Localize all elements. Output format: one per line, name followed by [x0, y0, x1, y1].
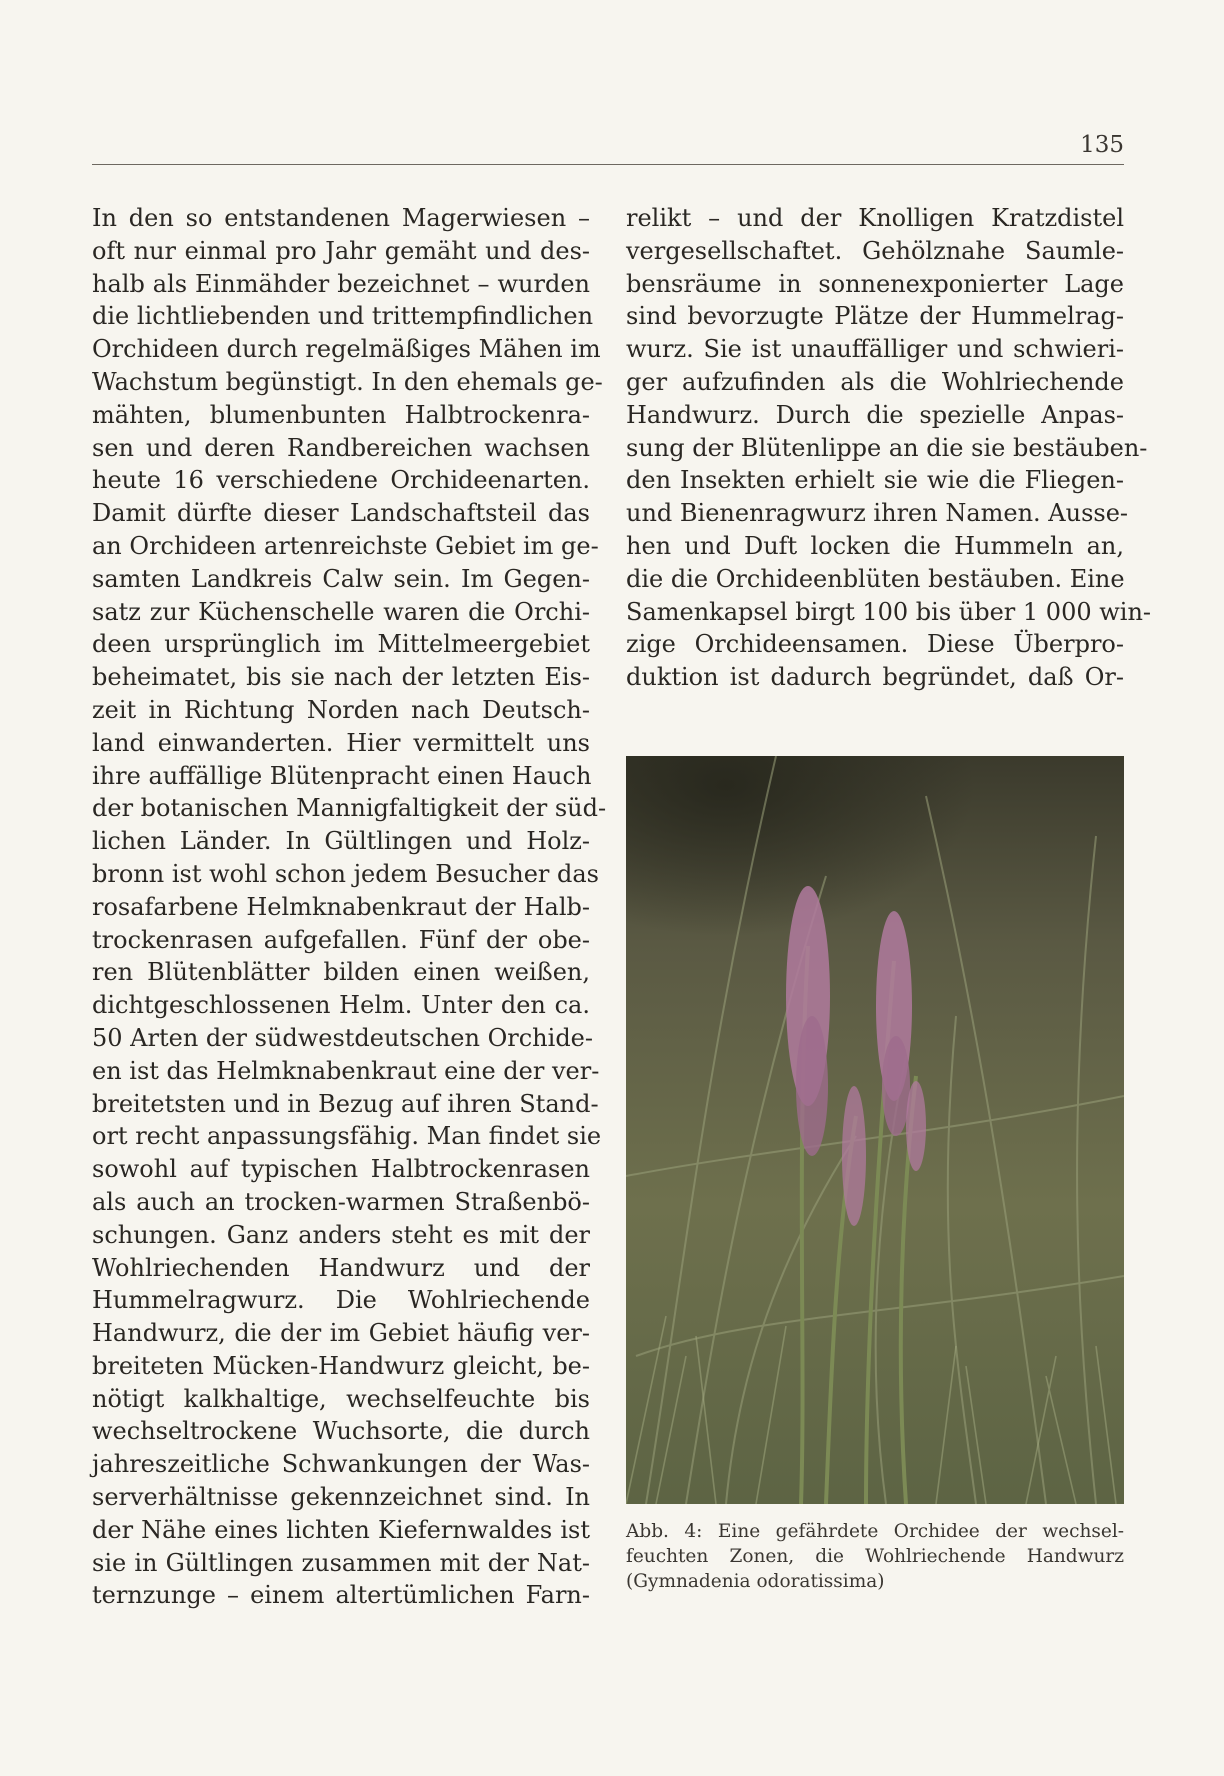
text-line: Wachstum begünstigt. In den ehemals ge- [92, 367, 603, 396]
text-line: breitetsten und in Bezug auf ihren Stand- [92, 1089, 599, 1118]
text-line: Wohlriechenden Handwurz und der [92, 1253, 590, 1282]
text-line: ort recht anpassungsfähig. Man findet sie [92, 1122, 602, 1151]
text-line: die die Orchideenblüten bestäuben. Eine [626, 564, 1125, 593]
orchid-photo [626, 756, 1124, 1504]
text-line: relikt – und der Knolligen Kratzdistel [626, 204, 1124, 232]
text-line: schungen. Ganz anders steht es mit der [92, 1220, 590, 1249]
text-line: rosafarbene Helmknabenkraut der Halb- [92, 892, 590, 921]
text-line: Damit dürfte dieser Landschaftsteil das [92, 499, 590, 528]
text-line: 50 Arten der südwestdeutschen Orchide- [92, 1023, 593, 1052]
text-line: duktion ist dadurch begründet, daß Or- [626, 663, 1124, 692]
text-line: nötigt kalkhaltige, wechselfeuchte bis [92, 1384, 590, 1413]
text-line: wechseltrockene Wuchsorte, die durch [92, 1417, 590, 1446]
text-line: bronn ist wohl schon jedem Besucher das [92, 859, 599, 888]
text-line: dichtgeschlossenen Helm. Unter den ca. [92, 991, 590, 1020]
text-line: trockenrasen aufgefallen. Fünf der obe- [92, 925, 590, 954]
text-line: halb als Einmähder bezeichnet – wurden [92, 269, 590, 298]
text-line: satz zur Küchenschelle waren die Orchi- [92, 597, 590, 626]
text-line: ternzunge – einem altertümlichen Farn- [92, 1581, 590, 1610]
right-text-column [626, 202, 1152, 694]
caption-line: (Gymnadenia odoratissima) [626, 1571, 885, 1592]
text-line: samten Landkreis Calw sein. Im Gegen- [92, 564, 590, 593]
text-line: land einwanderten. Hier vermittelt uns [92, 728, 590, 757]
caption-line: Abb. 4: Eine gefährdete Orchidee der wechsel- [626, 1521, 1124, 1542]
text-line: die lichtliebenden und trittempfindlichen [92, 302, 594, 331]
text-line: hen und Duft locken die Hummeln an, [626, 531, 1124, 560]
text-line: Handwurz. Durch die spezielle Anpas- [626, 400, 1124, 429]
caption-line: feuchten Zonen, die Wohlriechende Handwurz [626, 1546, 1124, 1567]
text-line: Samenkapsel birgt 100 bis über 1 000 win- [626, 597, 1152, 626]
header-rule [92, 164, 1124, 165]
text-line: als auch an trocken-warmen Straßenbö- [92, 1187, 590, 1216]
orchid-photo-illustration [626, 756, 1124, 1504]
text-line: In den so entstandenen Magerwiesen – [92, 204, 590, 232]
text-line: Orchideen durch regelmäßiges Mähen im [92, 335, 601, 364]
text-line: sung der Blütenlippe an die sie bestäuben- [626, 433, 1148, 462]
text-line: en ist das Helmknabenkraut eine der ver- [92, 1056, 600, 1085]
text-line: heute 16 verschiedene Orchideenarten. [92, 466, 590, 495]
text-line: sind bevorzugte Plätze der Hummelrag- [626, 302, 1124, 331]
text-line: ger aufzufinden als die Wohlriechende [626, 367, 1124, 396]
text-line: sie in Gültlingen zusammen mit der Nat- [92, 1548, 590, 1577]
text-line: deen ursprünglich im Mittelmeergebiet [92, 630, 590, 659]
photo-dark-area [626, 756, 1124, 1056]
text-line: oft nur einmal pro Jahr gemäht und des- [92, 236, 590, 265]
left-text-column [92, 202, 607, 1612]
text-line: mähten, blumenbunten Halbtrockenra- [92, 400, 590, 429]
text-line: vergesellschaftet. Gehölznahe Saumle- [626, 236, 1124, 265]
figure-caption [626, 1519, 1124, 1594]
page-number: 135 [1080, 132, 1124, 158]
text-line: breiteten Mücken-Handwurz gleicht, be- [92, 1351, 590, 1380]
text-line: Hummelragwurz. Die Wohlriechende [92, 1286, 590, 1315]
text-line: an Orchideen artenreichste Gebiet im ge- [92, 531, 599, 560]
text-line: wurz. Sie ist unauffälliger und schwieri- [626, 335, 1124, 364]
text-line: den Insekten erhielt sie wie die Fliegen- [626, 466, 1124, 495]
text-line: zeit in Richtung Norden nach Deutsch- [92, 695, 590, 724]
text-line: zige Orchideensamen. Diese Überpro- [626, 630, 1124, 659]
text-line: Handwurz, die der im Gebiet häufig ver- [92, 1319, 590, 1348]
text-line: bensräume in sonnenexponierter Lage [626, 269, 1124, 298]
text-line: ihre auffällige Blütenpracht einen Hauch [92, 761, 592, 790]
text-line: sen und deren Randbereichen wachsen [92, 433, 590, 462]
text-line: der botanischen Mannigfaltigkeit der süd- [92, 794, 607, 823]
text-line: beheimatet, bis sie nach der letzten Eis- [92, 663, 590, 692]
text-line: sowohl auf typischen Halbtrockenrasen [92, 1155, 590, 1184]
text-line: ren Blütenblätter bilden einen weißen, [92, 958, 590, 987]
text-line: jahreszeitliche Schwankungen der Was- [92, 1450, 590, 1479]
text-line: serverhältnisse gekennzeichnet sind. In [92, 1483, 590, 1512]
text-line: der Nähe eines lichten Kiefernwaldes ist [92, 1515, 590, 1544]
text-line: und Bienenragwurz ihren Namen. Ausse- [626, 499, 1129, 528]
text-line: lichen Länder. In Gültlingen und Holz- [92, 827, 590, 856]
